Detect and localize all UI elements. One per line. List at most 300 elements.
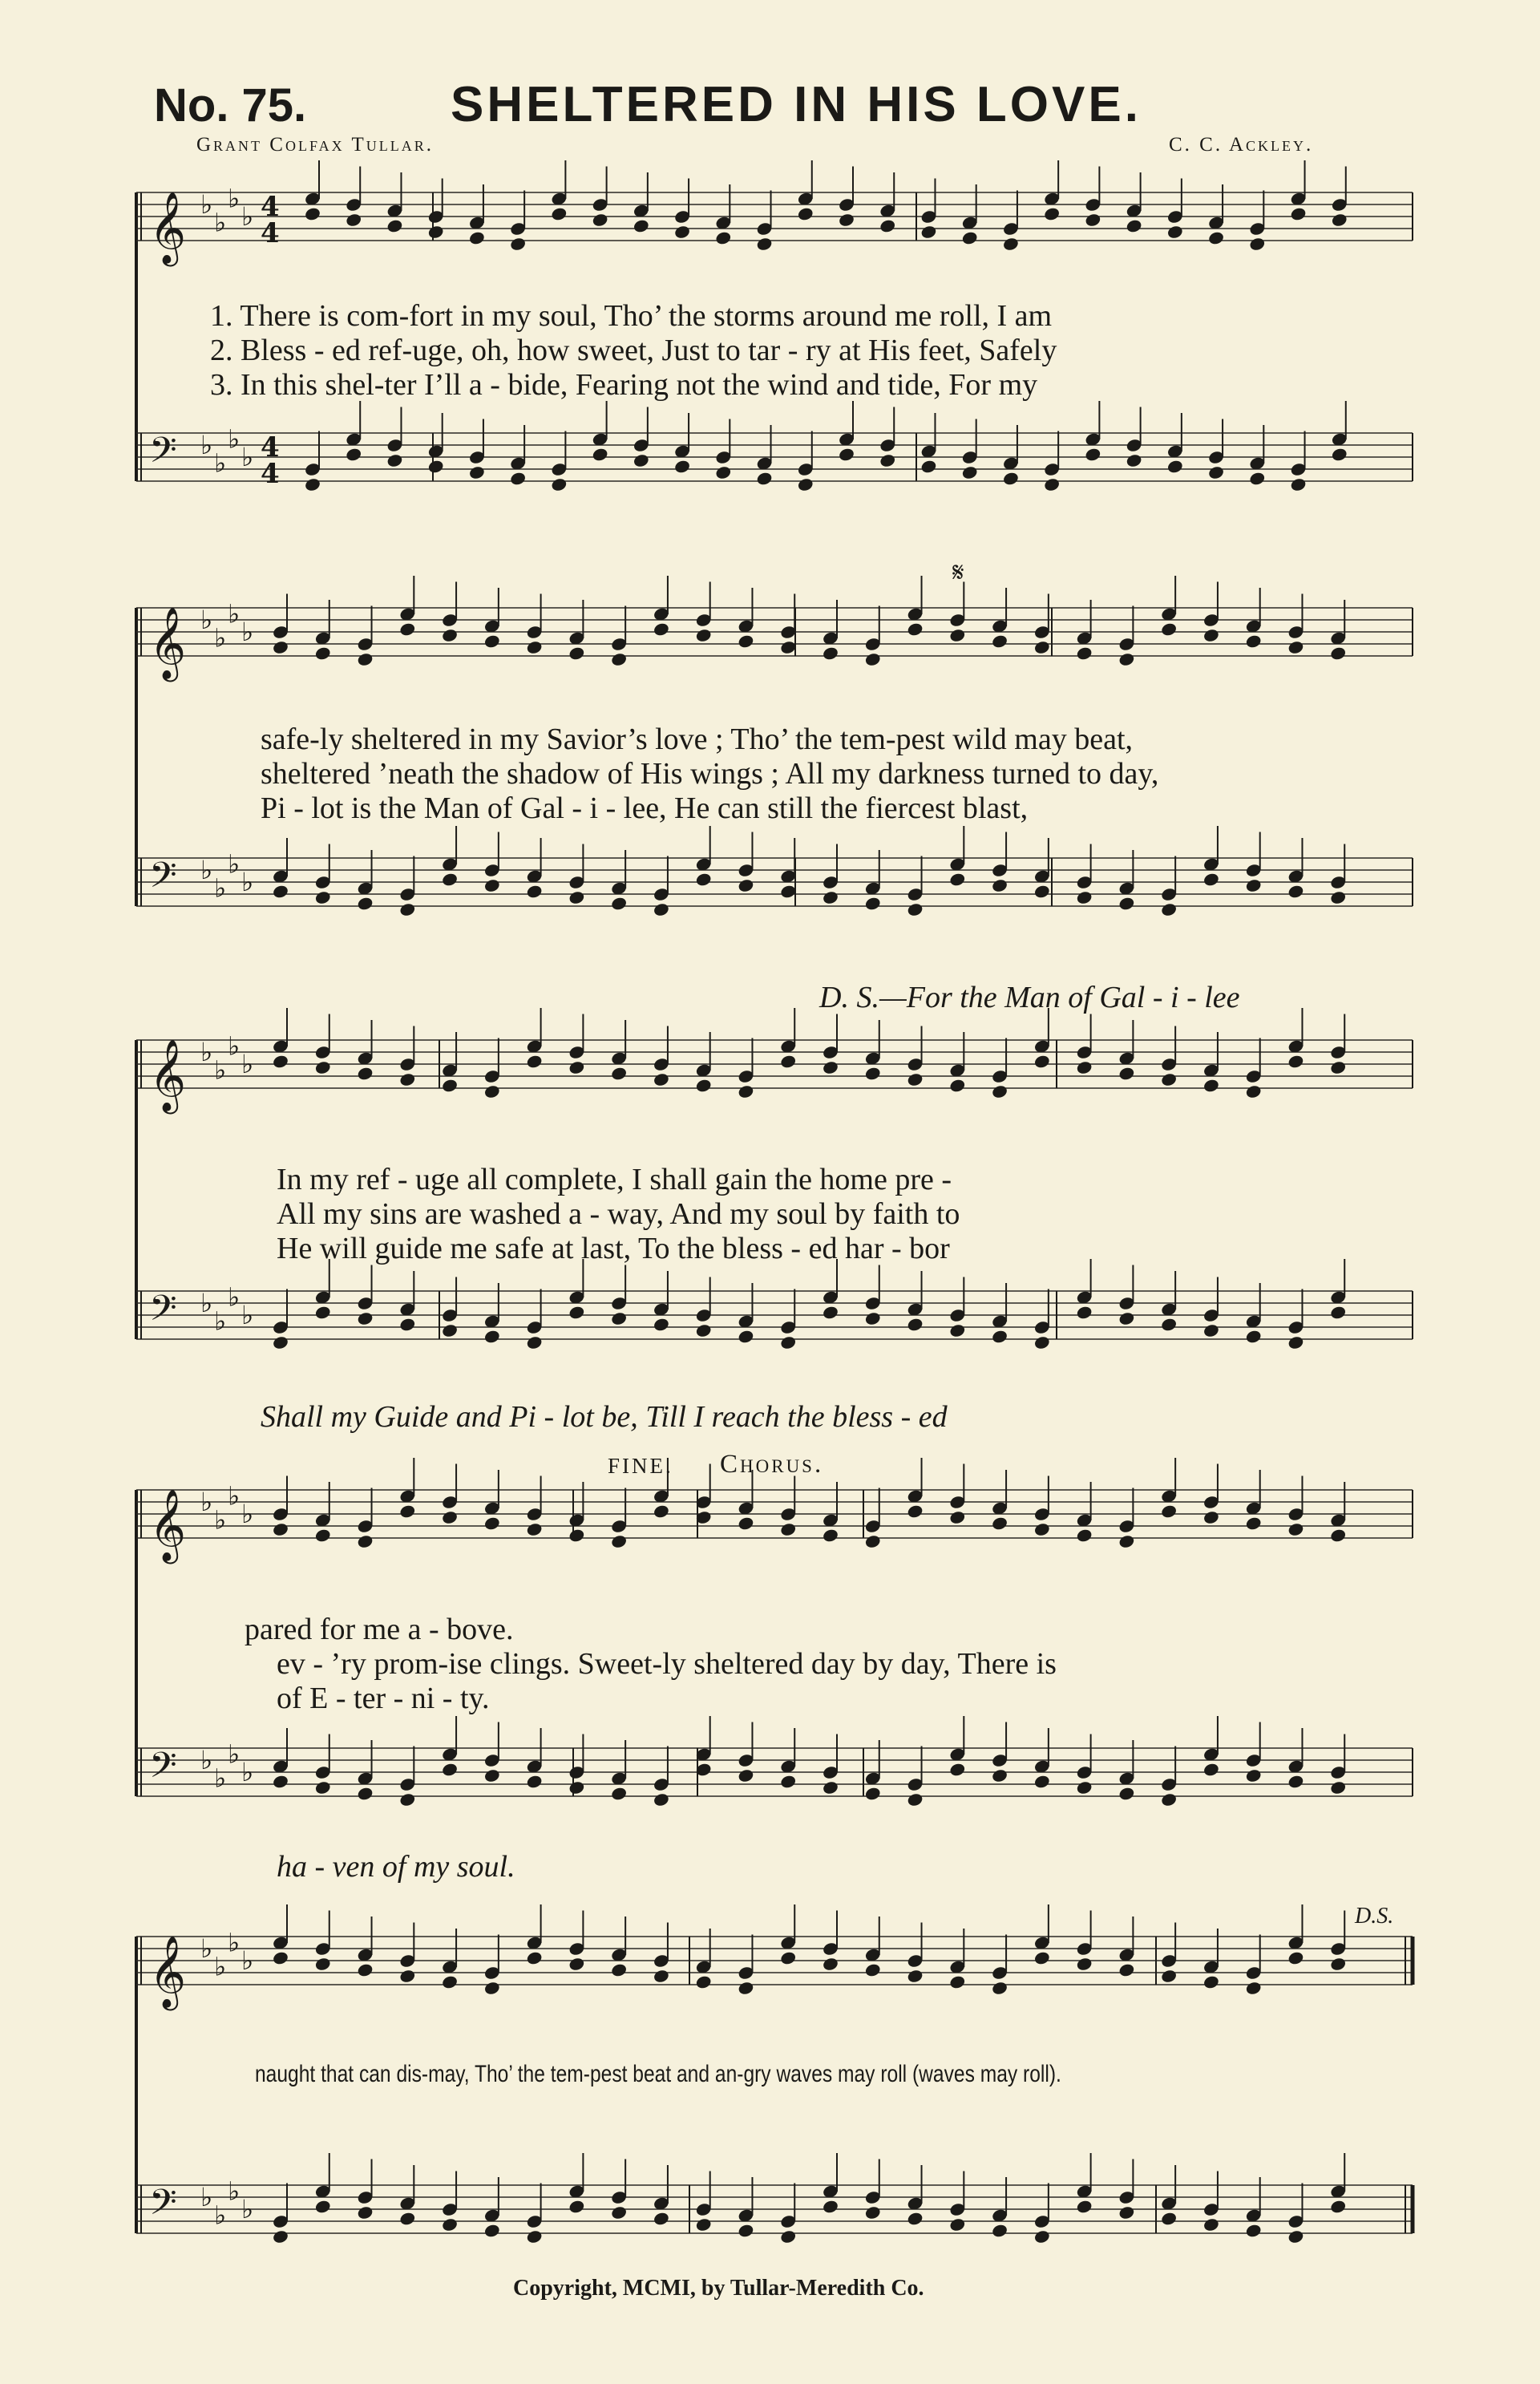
notehead: [1166, 459, 1184, 474]
notehead: [948, 872, 966, 887]
notehead: [314, 1305, 332, 1320]
notehead: [427, 459, 445, 474]
notehead: [797, 477, 814, 492]
key-flat-icon: ♭: [241, 201, 254, 232]
notehead: [1287, 2229, 1305, 2244]
notehead: [1202, 1762, 1220, 1777]
notehead: [673, 225, 691, 240]
key-flat-icon: ♭: [214, 1305, 227, 1337]
notehead: [822, 2199, 839, 2214]
notehead: [357, 1534, 374, 1549]
key-flat-icon: ♭: [214, 872, 227, 904]
notehead: [864, 1962, 882, 1977]
notehead: [1033, 2229, 1051, 2244]
notehead: [441, 872, 459, 887]
notehead: [653, 1969, 670, 1984]
notehead: [797, 206, 814, 221]
notehead: [526, 884, 544, 899]
time-signature-top: 4: [261, 431, 280, 463]
key-flat-icon: ♭: [241, 1757, 254, 1787]
time-signature-bottom: 4: [261, 458, 280, 490]
notehead: [1329, 2199, 1347, 2214]
key-flat-icon: ♭: [214, 207, 227, 238]
notehead: [1245, 1516, 1263, 1531]
notehead: [756, 237, 774, 252]
s4-ds-line: ha - ven of my soul.: [277, 1850, 515, 1884]
notehead: [441, 628, 459, 643]
key-flat-icon: ♭: [228, 423, 240, 455]
hymn-title: SHELTERED IN HIS LOVE.: [451, 77, 1142, 132]
key-flat-icon: ♭: [228, 848, 240, 880]
notehead: [1331, 447, 1348, 462]
notehead: [357, 1962, 374, 1977]
s3-ds-line: Shall my Guide and Pi - lot be, Till I reach the bless - ed: [261, 1400, 948, 1434]
notehead: [483, 2223, 501, 2238]
notehead: [633, 453, 650, 468]
bass-clef-icon: 𝄢: [149, 429, 177, 480]
notehead: [1287, 640, 1305, 655]
notehead: [1118, 1534, 1136, 1549]
notehead: [1329, 1305, 1347, 1320]
notehead: [1076, 890, 1093, 905]
key-flat-icon: ♭: [200, 855, 213, 885]
notehead: [1043, 477, 1061, 492]
notehead: [357, 896, 374, 911]
notehead: [314, 890, 332, 905]
notehead: [1287, 1522, 1305, 1537]
notehead: [610, 652, 628, 667]
bass-clef-icon: 𝄢: [149, 1744, 177, 1795]
notehead: [822, 1060, 839, 1075]
notehead: [483, 1768, 501, 1783]
key-flat-icon: ♭: [241, 867, 254, 897]
notehead: [592, 212, 609, 228]
treble-clef-icon: 𝄞: [149, 1489, 187, 1561]
notehead: [1118, 2205, 1136, 2220]
s3-verse1: In my ref - uge all complete, I shall gain the home pre -: [277, 1163, 952, 1196]
notehead: [1287, 1950, 1305, 1965]
notehead: [1202, 872, 1220, 887]
notehead: [822, 1305, 839, 1320]
notehead: [398, 902, 416, 917]
notehead: [526, 2229, 544, 2244]
notehead: [1245, 878, 1263, 893]
s2-verse3: Pi - lot is the Man of Gal - i - lee, He can still the fiercest blast,: [261, 791, 1029, 825]
notehead: [1118, 1962, 1136, 1977]
key-flat-icon: ♭: [241, 1300, 254, 1330]
s4-verse2: ev - ’ry prom-ise clings. Sweet-ly sheltered day by day, There is: [277, 1647, 1057, 1681]
notehead: [948, 1762, 966, 1777]
notehead: [864, 1786, 882, 1801]
notehead: [907, 1072, 924, 1087]
notehead: [695, 628, 713, 643]
treble-clef-icon: 𝄞: [149, 192, 187, 264]
notehead: [568, 2199, 586, 2214]
notehead: [386, 453, 404, 468]
s3-verse2: All my sins are washed a - way, And my soul by faith to: [277, 1197, 960, 1231]
notehead: [314, 1528, 332, 1543]
notehead: [1126, 453, 1143, 468]
notehead: [314, 1060, 332, 1075]
notehead: [695, 2217, 713, 2232]
notehead: [1207, 230, 1225, 245]
notehead: [838, 212, 855, 228]
notehead: [738, 1981, 755, 1996]
key-flat-icon: ♭: [214, 2200, 227, 2231]
notehead: [441, 1510, 459, 1525]
notehead: [1118, 896, 1136, 911]
notehead: [398, 1317, 416, 1332]
notehead: [948, 1078, 966, 1093]
notehead: [1166, 225, 1184, 240]
notehead: [822, 1780, 839, 1795]
notehead: [864, 2205, 882, 2220]
notehead: [272, 2229, 289, 2244]
key-flat-icon: ♭: [200, 1933, 213, 1964]
notehead: [272, 1054, 289, 1069]
notehead: [838, 447, 855, 462]
notehead: [1290, 477, 1308, 492]
hymn-number: No. 75.: [154, 79, 307, 132]
notehead: [822, 890, 839, 905]
key-flat-icon: ♭: [214, 1763, 227, 1794]
notehead: [948, 1974, 966, 1989]
key-flat-icon: ♭: [200, 605, 213, 635]
notehead: [272, 1335, 289, 1350]
notehead: [509, 237, 527, 252]
notehead: [592, 447, 609, 462]
key-flat-icon: ♭: [241, 1049, 254, 1079]
notehead: [568, 1305, 586, 1320]
notehead: [386, 218, 404, 233]
notehead: [907, 621, 924, 637]
key-flat-icon: ♭: [241, 617, 254, 647]
key-flat-icon: ♭: [228, 2176, 240, 2207]
key-flat-icon: ♭: [200, 2182, 213, 2212]
notehead: [1002, 471, 1020, 486]
notehead: [304, 206, 321, 221]
notehead: [756, 471, 774, 486]
notehead: [1290, 206, 1308, 221]
notehead: [314, 2199, 332, 2214]
key-flat-icon: ♭: [228, 183, 240, 214]
notehead: [920, 459, 938, 474]
notehead: [483, 1329, 501, 1344]
notehead: [864, 896, 882, 911]
notehead: [1202, 1510, 1220, 1525]
notehead: [357, 652, 374, 667]
notehead: [738, 1768, 755, 1783]
key-flat-icon: ♭: [214, 1504, 227, 1536]
notehead: [357, 1786, 374, 1801]
s1-verse3: 3. In this shel-ter I’ll a - bide, Fearing not the wind and tide, For my: [210, 368, 1038, 402]
notehead: [1202, 1974, 1220, 1989]
notehead: [357, 1311, 374, 1326]
notehead: [610, 1066, 628, 1081]
notehead: [879, 218, 896, 233]
key-flat-icon: ♭: [200, 1487, 213, 1517]
notehead: [907, 1792, 924, 1807]
notehead: [272, 1774, 289, 1789]
notehead: [357, 2205, 374, 2220]
notehead: [864, 1311, 882, 1326]
notehead: [738, 2223, 755, 2238]
notehead: [1287, 1774, 1305, 1789]
notehead: [673, 459, 691, 474]
notehead: [1329, 890, 1347, 905]
chorus-label: Chorus.: [720, 1450, 824, 1479]
fine-mark: FINE.: [608, 1454, 673, 1478]
notehead: [907, 2211, 924, 2226]
notehead: [633, 218, 650, 233]
notehead: [1160, 1504, 1178, 1519]
notehead: [1033, 884, 1051, 899]
notehead: [1076, 1060, 1093, 1075]
notehead: [345, 212, 362, 228]
notehead: [314, 1780, 332, 1795]
notehead: [610, 1786, 628, 1801]
notehead: [822, 1528, 839, 1543]
notehead: [1202, 1078, 1220, 1093]
notehead: [653, 1792, 670, 1807]
notehead: [398, 1504, 416, 1519]
notehead: [864, 652, 882, 667]
notehead: [991, 1516, 1008, 1531]
notehead: [509, 471, 527, 486]
notehead: [653, 902, 670, 917]
notehead: [695, 1323, 713, 1338]
notehead: [948, 628, 966, 643]
notehead: [1202, 2217, 1220, 2232]
key-flat-icon: ♭: [228, 1281, 240, 1313]
key-flat-icon: ♭: [228, 1927, 240, 1958]
notehead: [695, 1078, 713, 1093]
notehead: [526, 1335, 544, 1350]
s3-verse3: He will guide me safe at last, To the bless - ed har - bor: [277, 1232, 950, 1265]
notehead: [568, 646, 586, 661]
s4-verse1: pared for me a - bove.: [245, 1613, 514, 1646]
notehead: [1085, 447, 1102, 462]
notehead: [991, 878, 1008, 893]
notehead: [1118, 1066, 1136, 1081]
notehead: [272, 884, 289, 899]
notehead: [1245, 2223, 1263, 2238]
key-flat-icon: ♭: [228, 1480, 240, 1512]
notehead: [653, 2211, 670, 2226]
notehead: [714, 230, 732, 245]
notehead: [526, 1054, 544, 1069]
notehead: [483, 1084, 501, 1099]
key-flat-icon: ♭: [200, 189, 213, 220]
notehead: [568, 1780, 586, 1795]
notehead: [653, 1072, 670, 1087]
notehead: [779, 1950, 797, 1965]
notehead: [441, 2217, 459, 2232]
key-flat-icon: ♭: [228, 598, 240, 629]
notehead: [568, 1528, 586, 1543]
notehead: [526, 1774, 544, 1789]
notehead: [907, 902, 924, 917]
notehead: [864, 1066, 882, 1081]
notehead: [779, 2229, 797, 2244]
notehead: [907, 1504, 924, 1519]
notehead: [1076, 1305, 1093, 1320]
notehead: [1076, 646, 1093, 661]
notehead: [1329, 1060, 1347, 1075]
notehead: [483, 878, 501, 893]
notehead: [653, 1504, 670, 1519]
notehead: [920, 225, 938, 240]
notehead: [653, 621, 670, 637]
notehead: [398, 621, 416, 637]
notehead: [991, 1084, 1008, 1099]
notehead: [779, 1774, 797, 1789]
key-flat-icon: ♭: [241, 1945, 254, 1976]
notehead: [738, 1084, 755, 1099]
notehead: [1287, 884, 1305, 899]
notehead: [610, 1534, 628, 1549]
notehead: [1207, 465, 1225, 480]
notehead: [1248, 237, 1266, 252]
ds-mark: D.S.: [1355, 1904, 1394, 1929]
notehead: [1245, 1084, 1263, 1099]
key-flat-icon: ♭: [200, 1745, 213, 1775]
notehead: [441, 1078, 459, 1093]
key-flat-icon: ♭: [200, 1037, 213, 1067]
notehead: [1331, 212, 1348, 228]
notehead: [1160, 1969, 1178, 1984]
notehead: [398, 1072, 416, 1087]
notehead: [779, 884, 797, 899]
notehead: [398, 1969, 416, 1984]
notehead: [526, 1950, 544, 1965]
notehead: [1043, 206, 1061, 221]
notehead: [822, 1957, 839, 1972]
key-flat-icon: ♭: [228, 1738, 240, 1770]
bass-clef-icon: 𝄢: [149, 1287, 177, 1338]
notehead: [948, 1323, 966, 1338]
notehead: [610, 896, 628, 911]
key-flat-icon: ♭: [241, 442, 254, 472]
notehead: [1245, 1329, 1263, 1344]
notehead: [1329, 1957, 1347, 1972]
notehead: [551, 477, 568, 492]
notehead: [879, 453, 896, 468]
s2-verse2: sheltered ’neath the shadow of His wings ; All my darkness turned to day,: [261, 757, 1159, 791]
notehead: [1160, 621, 1178, 637]
composer-credit: C. C. Ackley.: [1169, 134, 1314, 156]
notehead: [991, 1981, 1008, 1996]
notehead: [1160, 1317, 1178, 1332]
notehead: [1076, 1957, 1093, 1972]
notehead: [468, 230, 486, 245]
notehead: [1118, 1311, 1136, 1326]
notehead: [610, 1311, 628, 1326]
notehead: [1245, 633, 1263, 649]
notehead: [738, 633, 755, 649]
treble-clef-icon: 𝄞: [149, 1936, 187, 2008]
notehead: [398, 1792, 416, 1807]
notehead: [1033, 1522, 1051, 1537]
notehead: [991, 1768, 1008, 1783]
notehead: [864, 1534, 882, 1549]
time-signature-top: 4: [261, 191, 280, 223]
copyright-notice: Copyright, MCMI, by Tullar-Meredith Co.: [513, 2276, 924, 2301]
key-flat-icon: ♭: [214, 1951, 227, 1982]
notehead: [441, 1323, 459, 1338]
notehead: [1118, 1786, 1136, 1801]
notehead: [738, 1516, 755, 1531]
notehead: [1126, 218, 1143, 233]
notehead: [610, 2205, 628, 2220]
notehead: [1002, 237, 1020, 252]
notehead: [991, 633, 1008, 649]
notehead: [1076, 1528, 1093, 1543]
key-flat-icon: ♭: [241, 1499, 254, 1529]
notehead: [357, 1066, 374, 1081]
notehead: [1076, 1780, 1093, 1795]
notehead: [483, 633, 501, 649]
notehead: [779, 640, 797, 655]
notehead: [714, 465, 732, 480]
notehead: [991, 2223, 1008, 2238]
notehead: [907, 1317, 924, 1332]
lyricist-credit: Grant Colfax Tullar.: [196, 134, 434, 156]
notehead: [304, 477, 321, 492]
s1-verse2: 2. Bless - ed ref-uge, oh, how sweet, Just to tar - ry at His feet, Safely: [210, 334, 1057, 367]
notehead: [568, 1957, 586, 1972]
notehead: [526, 1522, 544, 1537]
notehead: [961, 465, 979, 480]
notehead: [961, 230, 979, 245]
notehead: [1248, 471, 1266, 486]
notehead: [653, 1317, 670, 1332]
s1-verse1: 1. There is com-fort in my soul, Tho’ the storms around me roll, I am: [210, 299, 1053, 333]
notehead: [1329, 646, 1347, 661]
notehead: [483, 1516, 501, 1531]
notehead: [822, 646, 839, 661]
s2-verse1: safe-ly sheltered in my Savior’s love ; Tho’ the tem-pest wild may beat,: [261, 722, 1134, 756]
notehead: [272, 1522, 289, 1537]
treble-clef-icon: 𝄞: [149, 1039, 187, 1111]
notehead: [483, 1981, 501, 1996]
notehead: [1033, 1335, 1051, 1350]
notehead: [695, 872, 713, 887]
notehead: [779, 1522, 797, 1537]
notehead: [779, 1335, 797, 1350]
notehead: [1160, 1792, 1178, 1807]
treble-clef-icon: 𝄞: [149, 607, 187, 679]
notehead: [1160, 1072, 1178, 1087]
notehead: [1245, 1981, 1263, 1996]
notehead: [314, 646, 332, 661]
notehead: [907, 1969, 924, 1984]
key-flat-icon: ♭: [214, 447, 227, 479]
notehead: [314, 1957, 332, 1972]
notehead: [1076, 2199, 1093, 2214]
notehead: [568, 890, 586, 905]
notehead: [1329, 1780, 1347, 1795]
notehead: [1160, 2211, 1178, 2226]
notehead: [948, 2217, 966, 2232]
notehead: [398, 2211, 416, 2226]
notehead: [526, 640, 544, 655]
notehead: [695, 1974, 713, 1989]
bass-clef-icon: 𝄢: [149, 854, 177, 905]
notehead: [568, 1060, 586, 1075]
s5-chorus-text: naught that can dis-may, Tho’ the tem-pest beat and an-gry waves may roll (waves may roll).: [255, 2061, 1061, 2087]
s4-verse3: of E - ter - ni - ty.: [277, 1682, 490, 1715]
